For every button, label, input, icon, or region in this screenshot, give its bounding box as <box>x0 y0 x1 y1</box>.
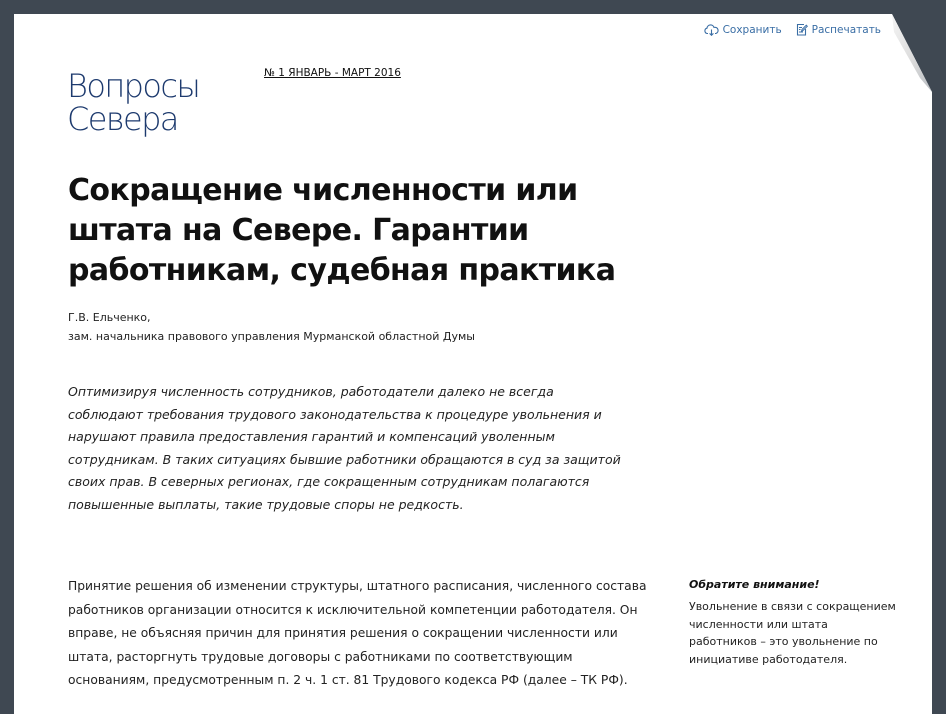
page-curl-decoration <box>892 14 932 92</box>
logo-line-2: Севера <box>67 100 178 138</box>
print-button[interactable] <box>796 23 881 36</box>
document-toolbar <box>704 23 881 36</box>
author-name: Г.В. Ельченко, <box>68 311 151 324</box>
article-title: Сокращение численности или штата на Севере. Гарантии работникам, судебная практика <box>68 173 616 288</box>
author-position: зам. начальника правового управления Мурманской областной Думы <box>68 330 475 343</box>
journal-logo[interactable] <box>67 67 200 138</box>
attention-title: Обратите внимание! <box>689 578 820 591</box>
logo-line-1: Вопросы <box>67 67 200 105</box>
save-button[interactable] <box>704 24 782 36</box>
attention-sidebar <box>689 575 899 668</box>
attention-text: Увольнение в связи с сокращением численности или штата работников – это увольнение по инициативе работодателя. <box>689 600 896 666</box>
article-body-paragraph: Принятие решения об изменении структуры, штатного расписания, численного состава работников организации относится к исключительной компетенции работодателя. Он вправе, не объясняя причин для принятия решения о сокращении численности или штата, расторгнуть трудовые договоры с работниками по соответствующим основаниям, предусмотренным п. 2 ч. 1 ст. 81 Трудового кодекса РФ (далее – ТК РФ). <box>68 579 647 687</box>
author-block <box>68 308 475 346</box>
print-label: Распечатать <box>811 23 881 36</box>
document-edit-icon <box>796 23 808 36</box>
save-label: Сохранить <box>722 23 782 36</box>
document-page <box>14 14 932 714</box>
issue-link[interactable]: № 1 ЯНВАРЬ - МАРТ 2016 <box>264 67 401 79</box>
article-lead: Оптимизируя численность сотрудников, работодатели далеко не всегда соблюдают требования трудового законодательства к процедуре увольнения и нарушают правила предоставления гарантий и компенсаций уволенным сотрудникам. В таких ситуациях бывшие работники обращаются в суд за защитой своих прав. В северных регионах, где сокращенным сотрудникам полагаются повышенные выплаты, такие трудовые споры не редкость. <box>68 384 621 512</box>
cloud-download-icon <box>704 24 719 36</box>
